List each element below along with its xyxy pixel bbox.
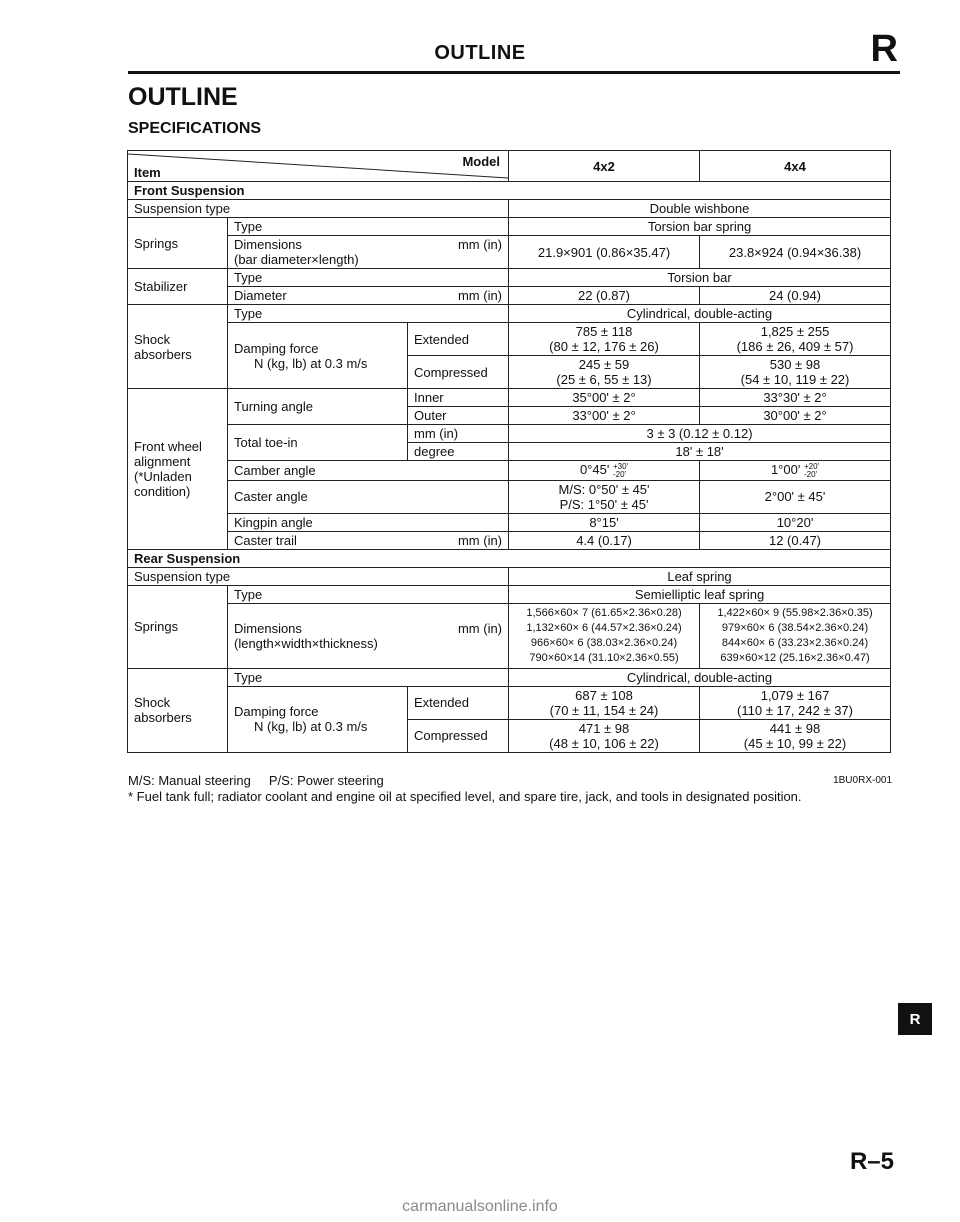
cell-value: 21.9×901 (0.86×35.47) <box>509 236 700 269</box>
table-row <box>128 567 891 585</box>
camber-value: 0°45' <box>579 462 610 477</box>
cell-value: 22 (0.87) <box>509 287 700 305</box>
item-label: Item <box>134 165 161 180</box>
row-label <box>228 603 509 668</box>
value-line: 245 ± 59 <box>578 357 630 372</box>
cell-value: 33°00' ± 2° <box>509 407 700 425</box>
group-label <box>128 305 228 389</box>
value-line: (70 ± 11, 154 ± 24) <box>549 702 659 718</box>
table-row <box>128 686 891 719</box>
row-label: Type <box>228 269 509 287</box>
table-row <box>128 305 891 323</box>
table-row <box>128 603 891 668</box>
value-line: 966×60× 6 (38.03×2.36×0.24) <box>530 636 678 649</box>
figure-code: 1BU0RX-001 <box>833 775 892 786</box>
diagonal-divider <box>128 151 508 181</box>
group-label: Springs <box>128 585 228 668</box>
value-line: 471 ± 98 <box>578 720 630 736</box>
value-line: 441 ± 98 <box>769 720 821 736</box>
cell-value: 24 (0.94) <box>700 287 891 305</box>
row-label: Type <box>228 668 509 686</box>
row-label: Camber angle <box>228 461 509 481</box>
table-row <box>128 668 891 686</box>
cell-value: Leaf spring <box>509 567 891 585</box>
group-label-line: condition) <box>134 483 191 499</box>
cell-value <box>509 323 700 356</box>
cell-value <box>509 461 700 481</box>
cell-value: 3 ± 3 (0.12 ± 0.12) <box>509 425 891 443</box>
footnotes <box>128 773 892 805</box>
value-line: (48 ± 10, 106 ± 22) <box>549 735 659 751</box>
unit-label: mm (in) <box>457 532 503 548</box>
row-label <box>228 287 509 305</box>
watermark: carmanualsonline.info <box>402 1198 558 1215</box>
cell-value <box>700 603 891 668</box>
value-line: 1,566×60× 7 (61.65×2.36×0.28) <box>526 606 682 619</box>
row-label <box>228 236 509 269</box>
cell-value: 10°20' <box>700 513 891 531</box>
cell-value <box>509 719 700 752</box>
sub-label: Extended <box>408 323 509 356</box>
cell-value <box>509 603 700 668</box>
value-line: 530 ± 98 <box>769 357 821 372</box>
damping-unit: N (kg, lb) at 0.3 m/s <box>254 355 368 371</box>
table-row <box>128 182 891 200</box>
sub-label: Extended <box>408 686 509 719</box>
running-header-title: OUTLINE <box>434 42 526 64</box>
trail-label: Caster trail <box>234 532 297 548</box>
value-line: 687 ± 108 <box>575 687 633 703</box>
value-line: 1,079 ± 167 <box>760 687 830 703</box>
value-line: 785 ± 118 <box>575 324 633 339</box>
cell-value: Cylindrical, double-acting <box>509 305 891 323</box>
cell-value <box>700 323 891 356</box>
dimensions-label: Dimensions <box>234 237 302 252</box>
row-label: Type <box>228 305 509 323</box>
row-label: Caster angle <box>228 480 509 513</box>
value-line: (54 ± 10, 119 ± 22) <box>740 372 850 387</box>
group-label: Stabilizer <box>128 269 228 305</box>
value-line: 790×60×14 (31.10×2.36×0.55) <box>529 651 679 664</box>
cell-value <box>509 480 700 513</box>
value-line: 1,422×60× 9 (55.98×2.36×0.35) <box>717 606 873 619</box>
cell-value: 33°30' ± 2° <box>700 389 891 407</box>
group-label <box>128 668 228 752</box>
dimensions-sublabel: (bar diameter×length) <box>234 252 359 267</box>
cell-value: Cylindrical, double-acting <box>509 668 891 686</box>
row-label: Type <box>228 585 509 603</box>
table-row <box>128 513 891 531</box>
cell-value: Double wishbone <box>509 200 891 218</box>
table-row <box>128 269 891 287</box>
diameter-label: Diameter <box>234 288 287 303</box>
group-label-line: Front wheel <box>134 438 202 454</box>
rear-suspension-heading: Rear Suspension <box>128 549 891 567</box>
cell-value: 8°15' <box>509 513 700 531</box>
abbreviation-note: M/S: Manual steering P/S: Power steering <box>128 773 384 788</box>
value-line: 1,132×60× 6 (44.57×2.36×0.24) <box>526 621 682 634</box>
cell-value: 4.4 (0.17) <box>509 531 700 549</box>
section-title: OUTLINE <box>128 83 238 111</box>
tolerance <box>613 463 628 479</box>
unit-label: mm (in) <box>457 288 503 303</box>
cell-value: 23.8×924 (0.94×36.38) <box>700 236 891 269</box>
value-line: P/S: 1°50' ± 45' <box>559 496 649 512</box>
table-row <box>128 287 891 305</box>
table-row <box>128 549 891 567</box>
subsection-title: SPECIFICATIONS <box>128 120 262 137</box>
row-label: Total toe-in <box>228 425 408 461</box>
group-label-line: (*Unladen <box>134 468 192 484</box>
cell-value: 35°00' ± 2° <box>509 389 700 407</box>
sub-label: mm (in) <box>408 425 509 443</box>
cell-value <box>700 686 891 719</box>
cell-value: 2°00' ± 45' <box>700 480 891 513</box>
table-header-row <box>128 151 891 182</box>
row-label <box>228 531 509 549</box>
group-label-line: alignment <box>134 453 191 469</box>
row-label: Suspension type <box>128 200 509 218</box>
table-row <box>128 218 891 236</box>
tolerance-minus: -20' <box>612 469 627 479</box>
sub-label: Compressed <box>408 356 509 389</box>
table-row <box>128 236 891 269</box>
cell-value: Torsion bar <box>509 269 891 287</box>
sub-label: Outer <box>408 407 509 425</box>
cell-value: 30°00' ± 2° <box>700 407 891 425</box>
cell-value <box>700 356 891 389</box>
row-label <box>228 686 408 752</box>
value-line: 844×60× 6 (33.23×2.36×0.24) <box>721 636 869 649</box>
table-row <box>128 531 891 549</box>
cell-value: Torsion bar spring <box>509 218 891 236</box>
unit-label: mm (in) <box>457 620 503 636</box>
tolerance <box>804 463 819 479</box>
row-label: Turning angle <box>228 389 408 425</box>
column-header-4x2: 4x2 <box>509 151 700 182</box>
table-row <box>128 200 891 218</box>
cell-value <box>509 686 700 719</box>
row-label: Suspension type <box>128 567 509 585</box>
front-suspension-heading: Front Suspension <box>128 182 891 200</box>
value-line: 639×60×12 (25.16×2.36×0.47) <box>720 651 870 664</box>
table-row <box>128 425 891 443</box>
model-item-header-cell <box>128 151 509 182</box>
cell-value: 12 (0.47) <box>700 531 891 549</box>
group-label-line: Shock <box>134 695 171 711</box>
value-line: (110 ± 17, 242 ± 37) <box>737 702 853 718</box>
damping-label: Damping force <box>234 704 319 720</box>
value-line: (80 ± 12, 176 ± 26) <box>549 339 659 354</box>
value-line: (25 ± 6, 55 ± 13) <box>556 372 652 387</box>
value-line: M/S: 0°50' ± 45' <box>558 481 650 497</box>
dimensions-sublabel: (length×width×thickness) <box>234 635 378 651</box>
sub-label: Inner <box>408 389 509 407</box>
group-label <box>128 389 228 550</box>
value-line: (45 ± 10, 99 ± 22) <box>743 735 847 751</box>
tolerance-plus: +20' <box>803 461 820 471</box>
group-label-line: absorbers <box>134 346 192 362</box>
table-row <box>128 480 891 513</box>
group-label-line: Shock <box>134 331 171 347</box>
column-header-4x4: 4x4 <box>700 151 891 182</box>
section-tab-marker: R <box>898 1003 932 1035</box>
page-number: R–5 <box>849 1148 894 1175</box>
row-label: Kingpin angle <box>228 513 509 531</box>
header-rule <box>128 71 900 74</box>
unit-label: mm (in) <box>457 237 503 252</box>
sub-label: degree <box>408 443 509 461</box>
table-row <box>128 323 891 356</box>
sub-label: Compressed <box>408 719 509 752</box>
value-line: 979×60× 6 (38.54×2.36×0.24) <box>721 621 869 634</box>
cell-value: 18' ± 18' <box>509 443 891 461</box>
row-label: Type <box>228 218 509 236</box>
fuel-tank-note: * Fuel tank full; radiator coolant and engine oil at specified level, and spare tire, jack, and tools in designated position. <box>128 789 802 804</box>
camber-value: 1°00' <box>770 462 801 477</box>
tolerance-plus: +30' <box>612 461 629 471</box>
tolerance-minus: -20' <box>803 469 818 479</box>
table-row <box>128 585 891 603</box>
model-label: Model <box>462 154 501 169</box>
row-label <box>228 323 408 389</box>
specifications-table <box>127 150 891 753</box>
cell-value <box>700 719 891 752</box>
group-label: Springs <box>128 218 228 269</box>
value-line: (186 ± 26, 409 ± 57) <box>736 339 854 354</box>
cell-value: Semielliptic leaf spring <box>509 585 891 603</box>
table-row <box>128 389 891 407</box>
cell-value <box>700 461 891 481</box>
dimensions-label: Dimensions <box>234 620 302 636</box>
running-header-section-letter: R <box>870 28 898 70</box>
group-label-line: absorbers <box>134 710 192 726</box>
damping-unit: N (kg, lb) at 0.3 m/s <box>254 719 368 735</box>
value-line: 1,825 ± 255 <box>760 324 830 339</box>
cell-value <box>509 356 700 389</box>
damping-label: Damping force <box>234 340 319 356</box>
table-row <box>128 461 891 481</box>
